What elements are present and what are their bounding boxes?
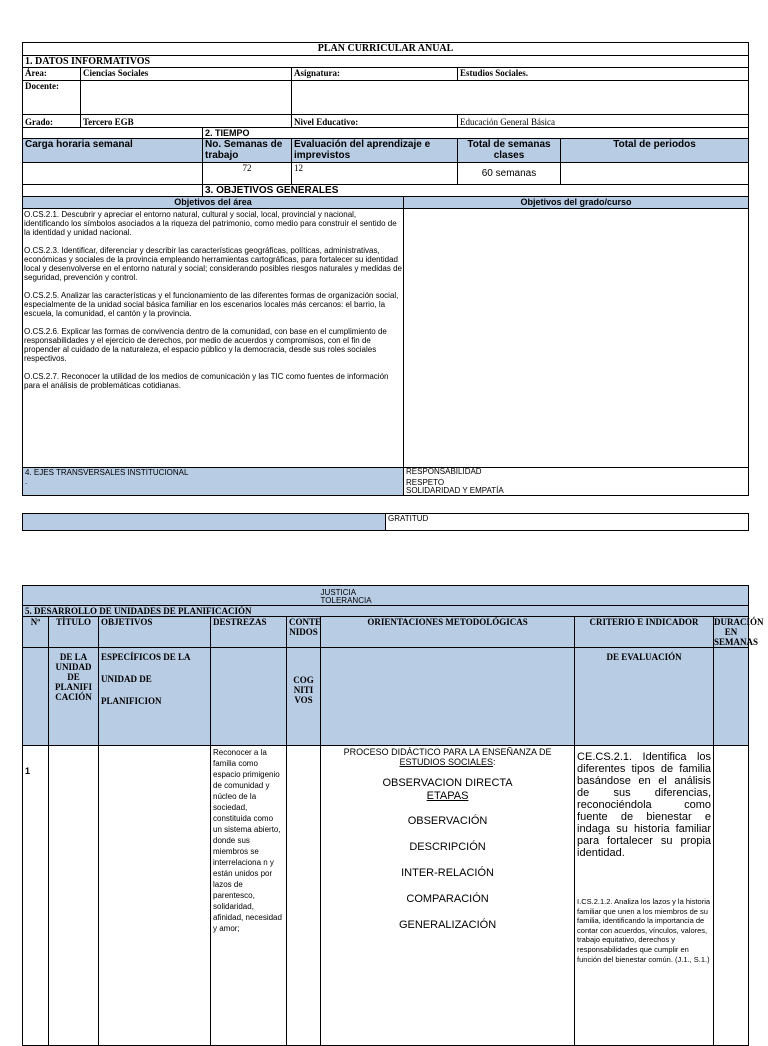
docente-value: [81, 81, 292, 115]
carga-horaria-header: Carga horaria semanal: [23, 139, 203, 163]
objetivo-item: O.CS.2.6. Explicar las formas de convivencia dentro de la comunidad, con base en el cumplimiento de responsabilidades y el ejercicio de derechos, por medio de acuerdos y compromisos, con el fin de propender al cuidado de la naturaleza, el espacio público y la democracia, desde sus roles sociales respectivos.: [24, 327, 387, 363]
header-objetivos-sub: [99, 648, 211, 746]
ejes-dot: .: [25, 477, 28, 486]
proceso-line1: PROCESO DIDÁCTICO PARA LA ENSEÑANZA DE: [343, 747, 552, 757]
unit-title: [49, 746, 99, 1046]
header-duracion: DURACIÓN EN SEMANAS: [714, 617, 764, 647]
evaluacion-value: 12: [292, 163, 458, 185]
unit-contenidos: [287, 746, 321, 1046]
total-semanas-value: 60 semanas: [458, 163, 561, 185]
eje-item: RESPETO: [406, 478, 445, 487]
justicia-value: JUSTICIA: [320, 588, 357, 597]
gratitud-table: [22, 513, 749, 531]
docente-label: Docente:: [23, 81, 81, 115]
grado-label: Grado:: [23, 115, 81, 128]
criterio-text: CE.CS.2.1. Identifica los diferentes tipos de familia basándose en el análisis de sus diferencias, reconociéndola como fuente de bienestar e indaga su historia familiar para fortalecer su propia identidad.: [577, 751, 712, 859]
total-semanas-header: Total de semanas clases: [458, 139, 561, 163]
justicia-blank: [23, 586, 321, 606]
proceso-colon: :: [493, 757, 496, 767]
asignatura-value: Estudios Sociales.: [458, 68, 749, 81]
header-orientaciones: ORIENTACIONES METODOLÓGICAS: [321, 617, 575, 648]
carga-horaria-value: [23, 163, 203, 185]
blank: [321, 648, 575, 746]
etapa-item: GENERALIZACIÓN: [398, 919, 497, 931]
area-label: Área:: [23, 68, 81, 81]
header-contenidos: CONTE NIDOS: [287, 617, 321, 648]
header-objetivos-line: ESPECÍFICOS DE LA: [101, 652, 191, 662]
section-objetivos-generales: 3. OBJETIVOS GENERALES: [203, 185, 749, 197]
docente-extra: [292, 81, 749, 115]
grado-value: Tercero EGB: [81, 115, 292, 128]
unit-orientaciones: [321, 746, 575, 1046]
asignatura-label: Asignatura:: [292, 68, 458, 81]
header-contenidos-sub: COG NITI VOS: [287, 648, 321, 746]
semanas-header: No. Semanas de trabajo: [203, 139, 292, 163]
etapa-item: OBSERVACIÓN: [407, 815, 488, 827]
header-titulo-sub: DE LA UNIDAD DE PLANIFI CACIÓN: [49, 648, 99, 746]
header-objetivos-line: UNIDAD DE: [101, 674, 152, 684]
objetivos-grado-value: [404, 209, 749, 468]
tolerancia-value: TOLERANCIA: [320, 596, 372, 605]
header-objetivos-line: PLANIFICION: [101, 696, 162, 706]
plan-title: PLAN CURRICULAR ANUAL: [23, 43, 749, 56]
observacion-directa: OBSERVACION DIRECTA: [382, 777, 513, 789]
header-destrezas: DESTREZAS: [211, 617, 287, 648]
gratitud-blank: [23, 514, 386, 531]
area-value: Ciencias Sociales: [81, 68, 292, 81]
objetivo-item: O.CS.2.1. Descubrir y apreciar el entorno natural, cultural y social, local, provincial y nacional, identificando los símbolos asociados a la riqueza del patrimonio, como medio para construir el sentido de la identidad y unidad nacional.: [24, 210, 397, 237]
blank: [23, 648, 49, 746]
section-desarrollo-unidades: 5. DESARROLLO DE UNIDADES DE PLANIFICACIÓN: [23, 606, 749, 617]
header-titulo: TÍTULO: [49, 617, 99, 648]
section-tiempo: 2. TIEMPO: [203, 128, 749, 139]
blank: [23, 128, 203, 139]
indicador-text: I.CS.2.1.2. Analiza los lazos y la historia familiar que unen a los miembros de su familia, identificando la importancia de contar con acuerdos, vínculos, valores, trabajo equitativo, derechos y responsabilidades que cumplir en función del bienestar común. (J.1., S.1.): [577, 897, 711, 964]
header-criterio: CRITERIO E INDICADOR: [575, 617, 714, 648]
etapa-item: COMPARACIÓN: [406, 893, 489, 905]
header-objetivos: OBJETIVOS: [99, 617, 211, 648]
ejes-list: [404, 468, 749, 496]
plan-table: [22, 42, 749, 496]
gratitud-value: GRATITUD: [386, 514, 749, 531]
header-criterio-sub: DE EVALUACIÓN: [575, 648, 714, 746]
unit-objectives: [99, 746, 211, 1046]
header-numero: Nº: [23, 617, 49, 648]
etapa-item: DESCRIPCIÓN: [409, 841, 486, 853]
nivel-value: Educación General Básica: [458, 115, 749, 128]
nivel-label: Nivel Educativo:: [292, 115, 458, 128]
etapas: ETAPAS: [426, 790, 469, 802]
semanas-value: 72: [203, 163, 292, 185]
unit-criterio: [575, 746, 714, 1046]
unit-number: 1: [23, 746, 49, 1046]
eje-item: SOLIDARIDAD Y EMPATÍA: [406, 486, 504, 495]
unit-duracion: [714, 746, 749, 1046]
total-periodos-header: Total de periodos: [561, 139, 749, 163]
objetivos-area-list: [23, 209, 404, 468]
unit-destreza: Reconocer a la familia como espacio primigenio de comunidad y núcleo de la sociedad, constituida como un sistema abierto, donde sus miembros se interrelaciona n y están unidos por lazos de parentesco, solidaridad, afinidad, necesidad y amor;: [211, 746, 287, 1046]
blank: [714, 648, 749, 746]
section-datos-informativos: 1. DATOS INFORMATIVOS: [23, 56, 749, 68]
objetivos-area-header: Objetivos del área: [23, 197, 404, 209]
objetivo-item: O.CS.2.5. Analizar las características y el funcionamiento de las diferentes formas de organización social, especialmente de la unidad social básica familiar en los escenarios locales más cercanos: el barrio, la escuela, la comunidad, el cantón y la provincia.: [24, 291, 399, 318]
blank: [23, 185, 203, 197]
evaluacion-header: Evaluación del aprendizaje e imprevistos: [292, 139, 458, 163]
units-table: [22, 585, 764, 1046]
total-periodos-value: [561, 163, 749, 185]
objetivos-grado-header: Objetivos del grado/curso: [404, 197, 749, 209]
ejes-transversales: [23, 468, 404, 496]
etapa-item: INTER-RELACIÓN: [401, 867, 494, 879]
blank: [211, 648, 287, 746]
ejes-transversales-label: 4. EJES TRANSVERSALES INSTITUCIONAL: [25, 468, 189, 477]
objetivo-item: O.CS.2.3. Identificar, diferenciar y describir las características geográficas, políticas, administrativas, económicas y sociales de la provincia empleando herramientas cartográficas, para fortalecer su identidad local y desenvolverse en el entorno natural y social; considerando posibles riesgos naturales y medidas de seguridad, prevención y control.: [24, 246, 402, 282]
proceso-line2: ESTUDIOS SOCIALES: [399, 757, 494, 767]
objetivo-item: O.CS.2.7. Reconocer la utilidad de los medios de comunicación y las TIC como fuentes de información para el análisis de problemáticas cotidianas.: [24, 372, 389, 390]
eje-item: RESPONSABILIDAD: [406, 467, 482, 476]
justicia-cell: [321, 586, 749, 606]
